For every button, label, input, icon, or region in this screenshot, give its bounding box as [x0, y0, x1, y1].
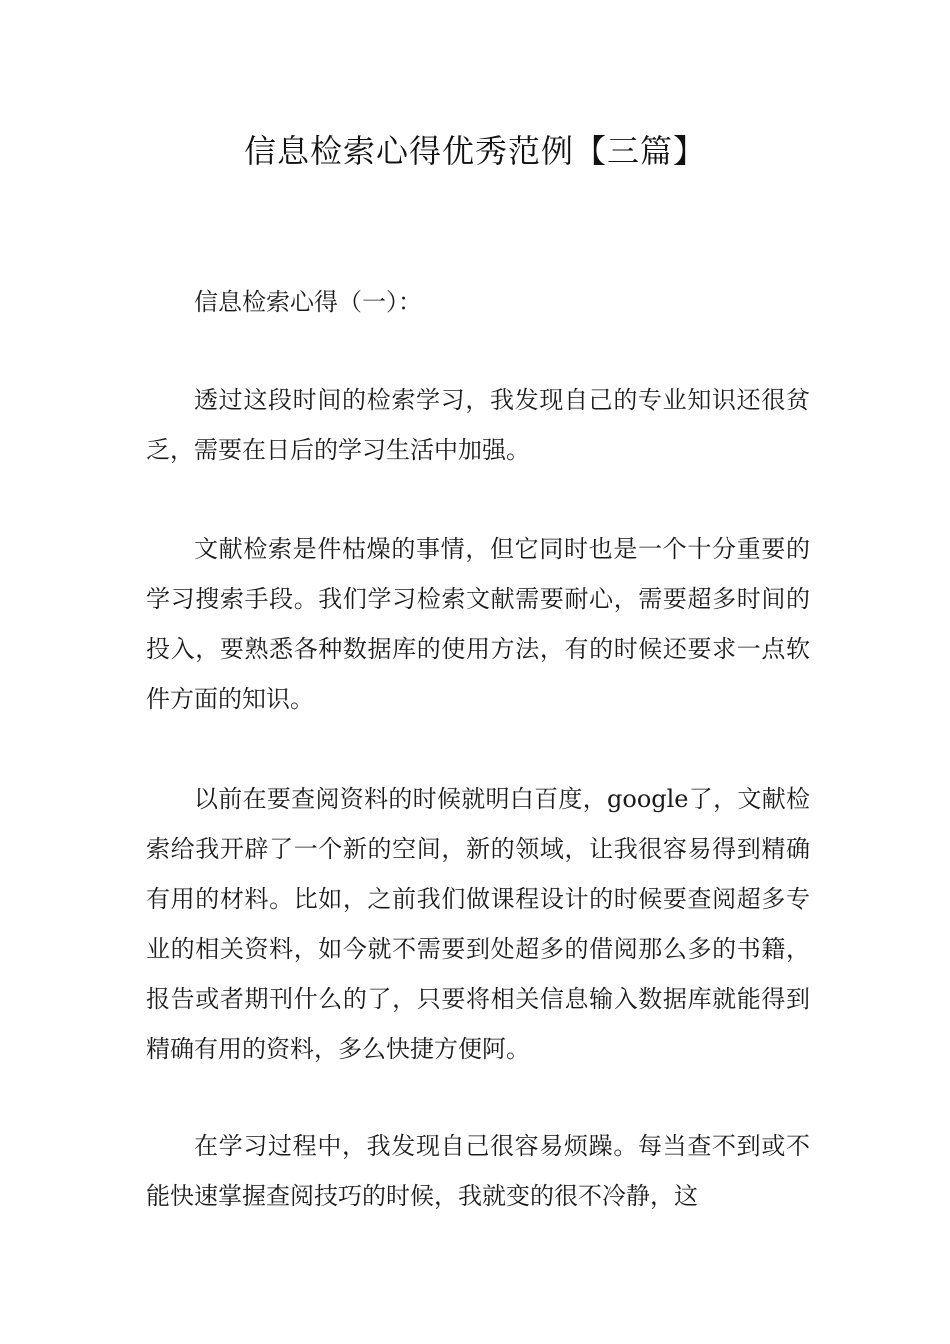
paragraph-4: 在学习过程中，我发现自己很容易烦躁。每当查不到或不能快速掌握查阅技巧的时候，我就变的很不冷静，这: [146, 1132, 810, 1210]
paragraph-2: 文献检索是件枯燥的事情，但它同时也是一个十分重要的学习搜索手段。我们学习检索文献需要耐心，需要超多时间的投入，要熟悉各种数据库的使用方法，有的时候还要求一点软件方面的知识。: [146, 535, 810, 713]
paragraph-3: 以前在要查阅资料的时候就明白百度，google了，文献检索给我开辟了一个新的空间，新的领域，让我很容易得到精确有用的材料。比如，之前我们做课程设计的时候要查阅超多专业的相关资料，如今就不需要到处超多的借阅那么多的书籍，报告或者期刊什么的了，只要将相关信息输入数据库就能得到精确有用的资料，多么快捷方便阿。: [146, 785, 810, 1063]
document-title: 信息检索心得优秀范例【三篇】: [243, 132, 706, 170]
paragraph-1: 透过这段时间的检索学习，我发现自己的专业知识还很贫乏，需要在日后的学习生活中加强。: [146, 386, 810, 464]
section-heading: 信息检索心得（一）：: [194, 288, 422, 316]
